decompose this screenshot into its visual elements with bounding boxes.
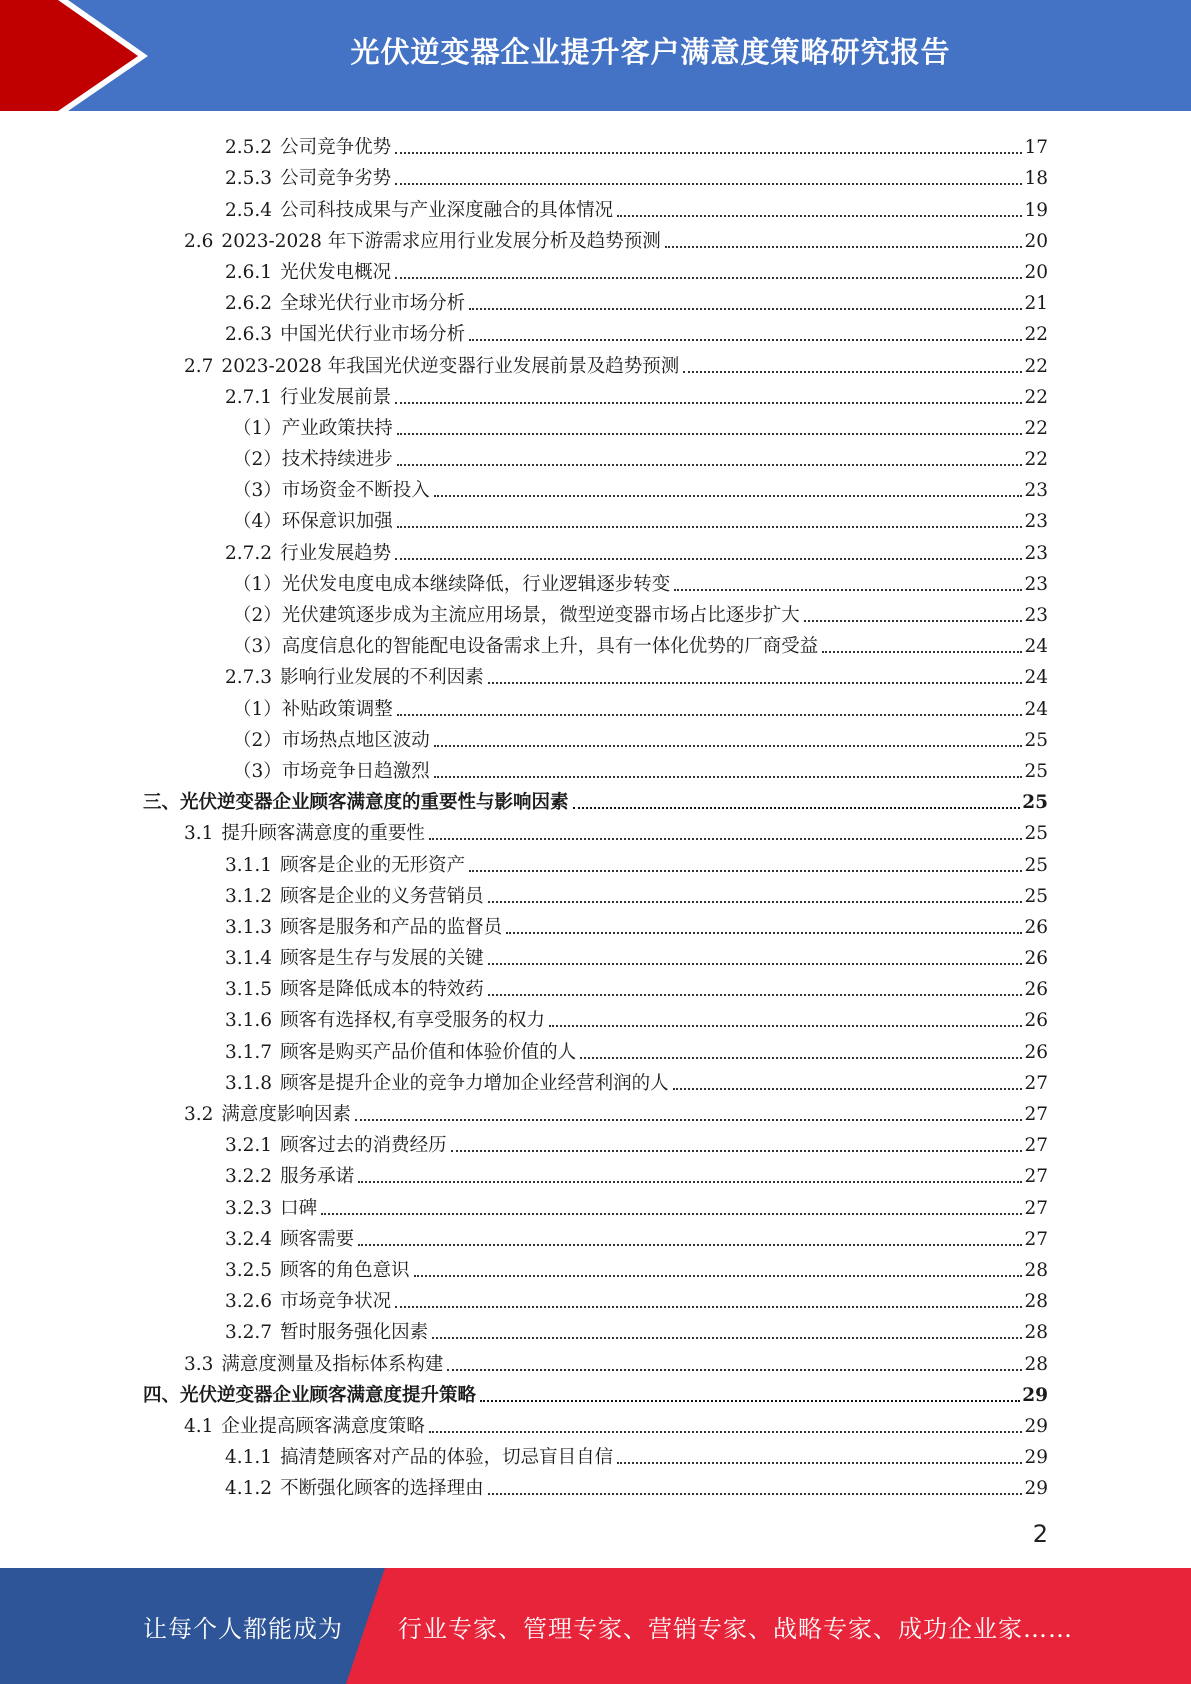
toc-entry-number: 2.5.4 (225, 199, 273, 221)
toc-entry-page: 25 (1024, 823, 1048, 845)
toc-entry-number: 2.7.2 (225, 542, 273, 564)
toc-entry[interactable] (0, 223, 1191, 254)
toc-entry[interactable] (0, 597, 1191, 628)
toc-entry[interactable] (0, 753, 1191, 784)
toc-entry[interactable] (0, 1345, 1191, 1376)
toc-dot-leader (506, 932, 1022, 934)
toc-entry-title: （1）光伏发电度电成本继续降低，行业逻辑逐步转变 (233, 573, 671, 595)
toc-entry[interactable] (0, 1065, 1191, 1096)
toc-dot-leader (580, 1057, 1022, 1059)
toc-entry-number: 2.5.3 (225, 168, 273, 190)
toc-entry-number: 3.1.2 (225, 885, 273, 907)
toc-dot-leader (673, 1088, 1023, 1090)
toc-entry-page: 27 (1024, 1197, 1048, 1219)
toc-entry-title: 四、光伏逆变器企业顾客满意度提升策略 (143, 1384, 477, 1406)
toc-entry[interactable] (0, 254, 1191, 285)
toc-entry-title: 光伏发电概况 (280, 261, 392, 283)
toc-entry-title: （3）市场资金不断投入 (233, 480, 430, 502)
toc-entry[interactable] (0, 1252, 1191, 1283)
toc-entry-title: 企业提高顾客满意度策略 (221, 1415, 425, 1437)
toc-dot-leader (451, 1150, 1023, 1152)
toc-entry-page: 27 (1024, 1072, 1048, 1094)
toc-entry-number: 3.1.5 (225, 979, 273, 1001)
toc-dot-leader (432, 1337, 1022, 1339)
toc-entry-page: 27 (1024, 1135, 1048, 1157)
toc-entry-number: 3.2.1 (225, 1135, 273, 1157)
toc-entry-number: 3.1.8 (225, 1072, 273, 1094)
toc-entry-page: 24 (1024, 698, 1048, 720)
toc-dot-leader (683, 371, 1022, 373)
toc-dot-leader (573, 807, 1021, 809)
toc-entry-title: 顾客有选择权,有享受服务的权力 (280, 1010, 545, 1032)
toc-entry[interactable] (0, 784, 1191, 815)
toc-entry-page: 22 (1024, 324, 1048, 346)
toc-entry-page: 21 (1024, 293, 1048, 315)
toc-dot-leader (358, 1181, 1022, 1183)
toc-entry-page: 29 (1024, 1415, 1048, 1437)
toc-entry-page: 26 (1024, 1041, 1048, 1063)
toc-entry-page: 26 (1024, 979, 1048, 1001)
toc-entry[interactable] (0, 379, 1191, 410)
toc-entry-page: 22 (1024, 386, 1048, 408)
toc-entry-number: 3.2 (184, 1104, 214, 1125)
toc-entry-number: 2.7.3 (225, 667, 273, 689)
toc-entry-title: 口碑 (280, 1197, 318, 1219)
toc-entry-title: 满意度测量及指标体系构建 (221, 1353, 444, 1375)
toc-entry-title: 顾客是生存与发展的关键 (280, 948, 484, 970)
toc-entry-number: 4.1 (184, 1415, 214, 1437)
toc-dot-leader (397, 464, 1023, 466)
toc-entry-number: 3.2.5 (225, 1259, 273, 1281)
toc-dot-leader (321, 1213, 1022, 1215)
toc-entry-title: （3）高度信息化的智能配电设备需求上升，具有一体化优势的厂商受益 (233, 636, 819, 658)
toc-dot-leader (674, 589, 1022, 591)
toc-entry-title: 满意度影响因素 (221, 1104, 351, 1125)
toc-dot-leader (395, 183, 1022, 185)
toc-entry-number: 4.1.2 (225, 1478, 273, 1500)
toc-entry[interactable] (0, 815, 1191, 846)
toc-dot-leader (549, 1025, 1022, 1027)
toc-entry-page: 29 (1024, 1478, 1048, 1500)
toc-entry-title: 顾客是服务和产品的监督员 (280, 916, 503, 938)
toc-entry-title: 全球光伏行业市场分析 (280, 293, 466, 315)
toc-entry[interactable] (0, 1002, 1191, 1033)
toc-entry-page: 25 (1024, 729, 1048, 751)
toc-entry-title: （1）补贴政策调整 (233, 698, 393, 720)
toc-dot-leader (469, 308, 1022, 310)
toc-entry-page: 22 (1024, 355, 1048, 377)
toc-dot-leader (469, 339, 1022, 341)
toc-entry-title: 中国光伏行业市场分析 (280, 324, 466, 346)
toc-entry[interactable] (0, 160, 1191, 191)
toc-dot-leader (355, 1119, 1023, 1121)
toc-entry-title: 顾客是购买产品价值和体验价值的人 (280, 1041, 577, 1063)
toc-entry-page: 18 (1024, 168, 1048, 190)
toc-entry[interactable] (0, 971, 1191, 1002)
toc-entry-page: 22 (1024, 449, 1048, 471)
page-header (0, 0, 1191, 111)
toc-dot-leader (665, 246, 1023, 248)
toc-dot-leader (488, 963, 1023, 965)
toc-entry[interactable] (0, 1314, 1191, 1345)
toc-entry[interactable] (0, 940, 1191, 971)
toc-entry-title: 顾客是降低成本的特效药 (280, 979, 484, 1001)
toc-entry-page: 25 (1024, 760, 1048, 782)
toc-dot-leader (395, 277, 1022, 279)
toc-entry[interactable] (0, 566, 1191, 597)
toc-entry-title: 行业发展趋势 (280, 542, 392, 564)
toc-entry-page: 27 (1024, 1104, 1048, 1125)
toc-entry-title: （2）市场热点地区波动 (233, 729, 430, 751)
toc-entry-title: （4）环保意识加强 (233, 511, 393, 533)
toc-entry[interactable] (0, 722, 1191, 753)
toc-entry[interactable] (0, 878, 1191, 909)
toc-entry-page: 28 (1024, 1322, 1048, 1344)
toc-entry[interactable] (0, 628, 1191, 659)
toc-entry-page: 23 (1024, 605, 1048, 626)
toc-entry-title: 2023-2028 年我国光伏逆变器行业发展前景及趋势预测 (221, 355, 680, 377)
toc-entry-page: 20 (1024, 261, 1048, 283)
toc-entry-page: 29 (1022, 1384, 1048, 1406)
toc-dot-leader (469, 870, 1022, 872)
table-of-contents (0, 129, 1191, 1501)
toc-dot-leader (429, 838, 1023, 840)
toc-entry-number: 3.1.7 (225, 1041, 273, 1063)
toc-entry-title: 公司科技成果与产业深度融合的具体情况 (280, 199, 614, 221)
toc-entry[interactable] (0, 1127, 1191, 1158)
toc-entry[interactable] (0, 316, 1191, 347)
toc-entry-page: 25 (1024, 854, 1048, 876)
toc-entry[interactable] (0, 1096, 1191, 1127)
toc-entry[interactable] (0, 690, 1191, 721)
toc-entry[interactable] (0, 441, 1191, 472)
toc-entry-title: 公司竞争优势 (280, 137, 392, 159)
toc-entry[interactable] (0, 534, 1191, 565)
toc-entry-title: 公司竞争劣势 (280, 168, 392, 190)
toc-entry-number: 3.2.7 (225, 1322, 273, 1344)
toc-entry[interactable] (0, 909, 1191, 940)
toc-entry-page: 23 (1024, 542, 1048, 564)
toc-entry-page: 24 (1024, 667, 1048, 689)
toc-dot-leader (447, 1369, 1022, 1371)
toc-entry-number: 2.6.1 (225, 261, 273, 283)
toc-entry-title: 三、光伏逆变器企业顾客满意度的重要性与影响因素 (143, 792, 569, 814)
toc-entry-page: 20 (1024, 230, 1048, 252)
toc-entry-title: 顾客的角色意识 (280, 1259, 410, 1281)
toc-entry-number: 2.7 (184, 355, 214, 377)
toc-entry[interactable] (0, 285, 1191, 316)
toc-entry-page: 27 (1024, 1166, 1048, 1188)
toc-entry[interactable] (0, 1221, 1191, 1252)
toc-entry-page: 17 (1024, 137, 1048, 159)
toc-entry[interactable] (0, 503, 1191, 534)
toc-entry[interactable] (0, 846, 1191, 877)
toc-entry-number: 3.2.3 (225, 1197, 273, 1219)
toc-dot-leader (397, 714, 1023, 716)
toc-entry[interactable] (0, 1377, 1191, 1408)
toc-entry[interactable] (0, 1189, 1191, 1220)
toc-entry[interactable] (0, 410, 1191, 441)
toc-dot-leader (434, 495, 1023, 497)
toc-dot-leader (488, 682, 1023, 684)
toc-entry[interactable] (0, 347, 1191, 378)
toc-dot-leader (617, 1462, 1022, 1464)
toc-dot-leader (414, 1275, 1023, 1277)
toc-entry[interactable] (0, 472, 1191, 503)
toc-entry[interactable] (0, 191, 1191, 222)
page-footer (0, 1568, 1191, 1684)
toc-entry-number: 2.6.3 (225, 324, 273, 346)
toc-dot-leader (358, 1244, 1022, 1246)
toc-entry-title: （3）市场竞争日趋激烈 (233, 760, 430, 782)
toc-entry-page: 29 (1024, 1447, 1048, 1469)
toc-dot-leader (434, 745, 1023, 747)
toc-entry-page: 25 (1024, 885, 1048, 907)
toc-entry-number: 4.1.1 (225, 1447, 273, 1469)
toc-entry-number: 3.1 (184, 823, 214, 845)
toc-dot-leader (480, 1400, 1020, 1402)
toc-dot-leader (397, 433, 1023, 435)
toc-dot-leader (434, 776, 1023, 778)
toc-entry[interactable] (0, 1408, 1191, 1439)
toc-dot-leader (429, 1431, 1023, 1433)
toc-entry-title: 顾客是企业的无形资产 (280, 854, 466, 876)
toc-entry-number: 3.3 (184, 1353, 214, 1375)
toc-entry-title: 顾客需要 (280, 1228, 355, 1250)
toc-entry-page: 28 (1024, 1259, 1048, 1281)
toc-dot-leader (617, 215, 1022, 217)
toc-entry-page: 23 (1024, 480, 1048, 502)
toc-entry-title: 不断强化顾客的选择理由 (280, 1478, 484, 1500)
toc-dot-leader (395, 152, 1022, 154)
toc-entry-page: 28 (1024, 1353, 1048, 1375)
toc-entry-number: 3.1.1 (225, 854, 273, 876)
toc-entry-title: 服务承诺 (280, 1166, 355, 1188)
toc-entry-title: 搞清楚顾客对产品的体验，切忌盲目自信 (280, 1447, 614, 1469)
toc-entry-title: 顾客过去的消费经历 (280, 1135, 447, 1157)
toc-dot-leader (395, 402, 1022, 404)
toc-entry-number: 2.6 (184, 230, 214, 252)
toc-dot-leader (395, 558, 1022, 560)
header-arrow-decoration (0, 0, 160, 111)
toc-dot-leader (488, 1493, 1023, 1495)
toc-entry-page: 22 (1024, 417, 1048, 439)
toc-entry-title: 顾客是企业的义务营销员 (280, 885, 484, 907)
toc-entry-title: 顾客是提升企业的竞争力增加企业经营利润的人 (280, 1072, 669, 1094)
toc-entry-page: 23 (1024, 511, 1048, 533)
toc-entry-number: 3.1.3 (225, 916, 273, 938)
toc-entry-page: 27 (1024, 1228, 1048, 1250)
toc-entry-number: 3.2.6 (225, 1291, 273, 1313)
toc-entry-title: 影响行业发展的不利因素 (280, 667, 484, 689)
toc-entry-number: 2.6.2 (225, 293, 273, 315)
toc-entry-number: 3.1.4 (225, 948, 273, 970)
toc-entry-title: 提升顾客满意度的重要性 (221, 823, 425, 845)
toc-entry-page: 26 (1024, 948, 1048, 970)
toc-entry-page: 25 (1022, 792, 1048, 814)
toc-entry-page: 26 (1024, 916, 1048, 938)
toc-entry-title: （1）产业政策扶持 (233, 417, 393, 439)
toc-dot-leader (488, 994, 1023, 996)
toc-entry-page: 26 (1024, 1010, 1048, 1032)
toc-entry-title: （2）技术持续进步 (233, 449, 393, 471)
toc-entry-title: 行业发展前景 (280, 386, 392, 408)
toc-dot-leader (822, 651, 1022, 653)
toc-entry-page: 24 (1024, 636, 1048, 658)
toc-dot-leader (397, 526, 1023, 528)
page-number: 2 (1032, 1520, 1048, 1548)
toc-entry[interactable] (0, 129, 1191, 160)
footer-slogan-left: 让每个人都能成为 (143, 1614, 343, 1643)
toc-entry-title: 市场竞争状况 (280, 1291, 392, 1313)
toc-entry[interactable] (0, 1283, 1191, 1314)
toc-entry[interactable] (0, 1033, 1191, 1064)
toc-dot-leader (488, 901, 1023, 903)
toc-entry-number: 3.1.6 (225, 1010, 273, 1032)
footer-slogan-right: 行业专家、管理专家、营销专家、战略专家、成功企业家…… (398, 1614, 1073, 1643)
toc-entry-page: 19 (1024, 199, 1048, 221)
toc-entry-page: 28 (1024, 1291, 1048, 1313)
toc-dot-leader (804, 620, 1023, 622)
toc-entry-number: 3.2.2 (225, 1166, 273, 1188)
toc-entry[interactable] (0, 659, 1191, 690)
toc-entry-title: 暂时服务强化因素 (280, 1322, 429, 1344)
toc-entry[interactable] (0, 1158, 1191, 1189)
toc-entry-number: 2.5.2 (225, 137, 273, 159)
toc-entry-number: 3.2.4 (225, 1228, 273, 1250)
toc-entry-title: （2）光伏建筑逐步成为主流应用场景，微型逆变器市场占比逐步扩大 (233, 605, 800, 626)
toc-entry[interactable] (0, 1470, 1191, 1501)
toc-entry-title: 2023-2028 年下游需求应用行业发展分析及趋势预测 (221, 230, 661, 252)
toc-entry[interactable] (0, 1439, 1191, 1470)
toc-entry-page: 23 (1024, 573, 1048, 595)
toc-dot-leader (395, 1306, 1022, 1308)
toc-entry-number: 2.7.1 (225, 386, 273, 408)
report-title: 光伏逆变器企业提升客户满意度策略研究报告 (350, 34, 951, 69)
